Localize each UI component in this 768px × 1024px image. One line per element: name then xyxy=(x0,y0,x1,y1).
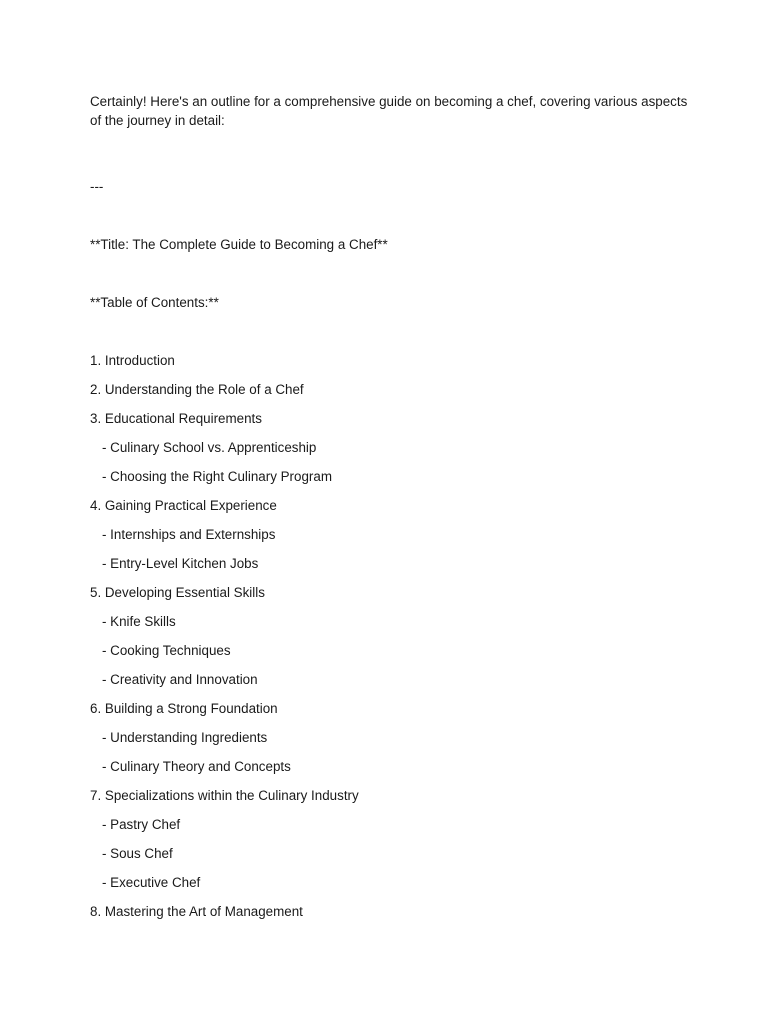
toc-subitem: - Culinary Theory and Concepts xyxy=(102,759,291,774)
toc-subitem: - Culinary School vs. Apprenticeship xyxy=(102,440,317,455)
toc-subitem: - Entry-Level Kitchen Jobs xyxy=(102,556,259,571)
toc-item: 2. Understanding the Role of a Chef xyxy=(90,382,304,397)
toc-subitem: - Cooking Techniques xyxy=(102,643,231,658)
toc-subitem: - Knife Skills xyxy=(102,614,176,629)
toc-item: 5. Developing Essential Skills xyxy=(90,585,265,600)
toc-item: 8. Mastering the Art of Management xyxy=(90,904,303,919)
toc-subitem: - Executive Chef xyxy=(102,875,201,890)
document-title: **Title: The Complete Guide to Becoming a Chef** xyxy=(90,237,388,252)
intro-paragraph: Certainly! Here's an outline for a comprehensive guide on becoming a chef, covering various aspects of the journey in detail: xyxy=(90,94,688,128)
toc-subitem: - Creativity and Innovation xyxy=(102,672,258,687)
toc-subitem: - Internships and Externships xyxy=(102,527,276,542)
toc-item: 7. Specializations within the Culinary Industry xyxy=(90,788,359,803)
toc-item: 1. Introduction xyxy=(90,353,175,368)
toc-subitem: - Choosing the Right Culinary Program xyxy=(102,469,332,484)
toc-item: 3. Educational Requirements xyxy=(90,411,262,426)
document-page xyxy=(90,92,690,931)
toc-subitem: - Understanding Ingredients xyxy=(102,730,268,745)
toc-heading: **Table of Contents:** xyxy=(90,295,219,310)
toc-item: 6. Building a Strong Foundation xyxy=(90,701,278,716)
separator-line: --- xyxy=(90,179,104,194)
toc-subitem: - Pastry Chef xyxy=(102,817,181,832)
table-of-contents xyxy=(90,351,690,931)
toc-subitem: - Sous Chef xyxy=(102,846,173,861)
toc-item: 4. Gaining Practical Experience xyxy=(90,498,277,513)
